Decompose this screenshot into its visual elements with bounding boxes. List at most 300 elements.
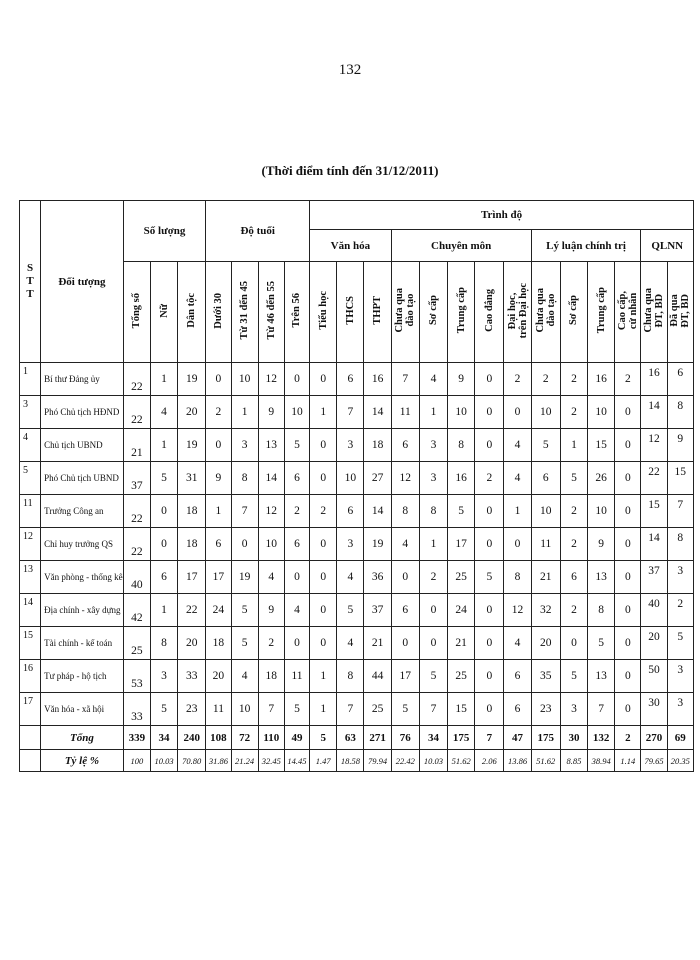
row-value: 10	[337, 462, 364, 495]
col-header: Sơ cấp	[560, 262, 587, 363]
row-value: 13	[588, 660, 615, 693]
row-doi-tuong: Phó Chủ tịch UBND	[41, 462, 124, 495]
row-value: 12	[641, 429, 667, 462]
table-row	[20, 693, 694, 726]
ratio-row-value: 79.94	[364, 750, 391, 772]
row-value: 13	[258, 429, 284, 462]
total-row-value: 5	[310, 726, 337, 750]
row-value: 5	[284, 429, 309, 462]
col-header: Từ 31 đến 45	[231, 262, 258, 363]
row-value: 6	[150, 561, 177, 594]
row-value: 20	[531, 627, 560, 660]
col-header: Trung cấp	[448, 262, 475, 363]
row-value: 10	[531, 396, 560, 429]
table-row	[20, 396, 694, 429]
row-value: 6	[391, 594, 419, 627]
row-value: 0	[615, 660, 641, 693]
col-header: Dân tộc	[178, 262, 206, 363]
row-value: 0	[475, 396, 504, 429]
row-value: 12	[504, 594, 531, 627]
row-value: 4	[504, 429, 531, 462]
row-value: 2	[284, 495, 309, 528]
row-stt: 15	[20, 627, 41, 660]
row-value: 3	[419, 462, 447, 495]
row-value: 15	[667, 462, 693, 495]
header-do-tuoi: Độ tuổi	[206, 201, 310, 262]
col-header: Từ 46 đến 55	[258, 262, 284, 363]
row-value: 10	[258, 528, 284, 561]
row-value: 15	[448, 693, 475, 726]
row-value: 0	[284, 363, 309, 396]
row-value: 2	[560, 594, 587, 627]
ratio-row-value: 70.80	[178, 750, 206, 772]
row-value: 17	[206, 561, 231, 594]
col-header: Đại học, trên Đại học	[504, 262, 531, 363]
row-value: 4	[258, 561, 284, 594]
row-value: 1	[419, 528, 447, 561]
col-header: Đã qua ĐT, BD	[667, 262, 693, 363]
row-value: 1	[231, 396, 258, 429]
ratio-row-value: 13.86	[504, 750, 531, 772]
row-value: 11	[284, 660, 309, 693]
row-value: 25	[123, 627, 150, 660]
row-value: 4	[337, 627, 364, 660]
ratio-row-value: 38.94	[588, 750, 615, 772]
row-value: 11	[391, 396, 419, 429]
row-value: 6	[667, 363, 693, 396]
row-value: 0	[475, 693, 504, 726]
row-value: 3	[337, 528, 364, 561]
row-value: 3	[667, 693, 693, 726]
row-value: 5	[231, 594, 258, 627]
row-value: 25	[448, 660, 475, 693]
row-value: 35	[531, 660, 560, 693]
row-doi-tuong: Địa chính - xây dựng	[41, 594, 124, 627]
row-value: 0	[475, 495, 504, 528]
row-value: 4	[231, 660, 258, 693]
row-value: 6	[391, 429, 419, 462]
total-row	[20, 726, 694, 750]
row-value: 3	[231, 429, 258, 462]
row-stt: 12	[20, 528, 41, 561]
row-value: 10	[531, 495, 560, 528]
row-value: 14	[364, 396, 391, 429]
row-value: 0	[310, 561, 337, 594]
row-value: 8	[504, 561, 531, 594]
total-row-value: 175	[448, 726, 475, 750]
row-value: 0	[475, 429, 504, 462]
row-value: 8	[667, 528, 693, 561]
row-value: 0	[560, 627, 587, 660]
ratio-row	[20, 750, 694, 772]
row-value: 18	[364, 429, 391, 462]
row-value: 6	[531, 462, 560, 495]
row-value: 32	[531, 594, 560, 627]
row-value: 4	[284, 594, 309, 627]
row-value: 10	[588, 495, 615, 528]
row-doi-tuong: Văn phòng - thống kê	[41, 561, 124, 594]
row-value: 3	[419, 429, 447, 462]
col-header: Chưa qua đào tạo	[531, 262, 560, 363]
row-value: 16	[448, 462, 475, 495]
row-value: 0	[284, 627, 309, 660]
total-row-value: 339	[123, 726, 150, 750]
col-header: Tiểu học	[310, 262, 337, 363]
row-value: 12	[391, 462, 419, 495]
total-row-label: Tổng	[41, 726, 124, 750]
row-value: 22	[123, 363, 150, 396]
row-value: 8	[231, 462, 258, 495]
total-row-value: 30	[560, 726, 587, 750]
row-value: 5	[560, 660, 587, 693]
row-value: 4	[504, 627, 531, 660]
ratio-row-value: 10.03	[150, 750, 177, 772]
row-value: 5	[475, 561, 504, 594]
ratio-row-value: 10.03	[419, 750, 447, 772]
row-doi-tuong: Chỉ huy trưởng QS	[41, 528, 124, 561]
col-header: Nữ	[150, 262, 177, 363]
header-trinh-do: Trình độ	[310, 201, 694, 230]
row-value: 14	[258, 462, 284, 495]
col-header: Trung cấp	[588, 262, 615, 363]
row-value: 1	[206, 495, 231, 528]
row-value: 4	[337, 561, 364, 594]
row-value: 8	[448, 429, 475, 462]
row-value: 27	[364, 462, 391, 495]
row-value: 4	[504, 462, 531, 495]
ratio-row-label: Tỷ lệ %	[41, 750, 124, 772]
total-row-value: 2	[615, 726, 641, 750]
row-value: 6	[504, 660, 531, 693]
row-value: 0	[504, 528, 531, 561]
row-value: 5	[231, 627, 258, 660]
row-value: 10	[588, 396, 615, 429]
row-value: 8	[667, 396, 693, 429]
ratio-row-value: 22.42	[391, 750, 419, 772]
row-value: 11	[531, 528, 560, 561]
row-value: 2	[560, 528, 587, 561]
row-doi-tuong: Chủ tịch UBND	[41, 429, 124, 462]
total-row-value: 76	[391, 726, 419, 750]
row-value: 0	[150, 528, 177, 561]
row-value: 5	[419, 660, 447, 693]
row-value: 20	[178, 627, 206, 660]
row-value: 44	[364, 660, 391, 693]
row-value: 33	[123, 693, 150, 726]
table-row	[20, 462, 694, 495]
row-value: 3	[150, 660, 177, 693]
table-row	[20, 495, 694, 528]
row-value: 3	[560, 693, 587, 726]
header-chuyen-mon: Chuyên môn	[391, 230, 531, 262]
row-value: 21	[123, 429, 150, 462]
row-value: 33	[178, 660, 206, 693]
row-value: 16	[641, 363, 667, 396]
row-value: 7	[231, 495, 258, 528]
row-value: 4	[150, 396, 177, 429]
row-value: 6	[504, 693, 531, 726]
row-value: 10	[448, 396, 475, 429]
row-value: 14	[641, 396, 667, 429]
ratio-row-value: 32.45	[258, 750, 284, 772]
row-value: 0	[419, 594, 447, 627]
row-stt	[20, 750, 41, 772]
row-stt: 16	[20, 660, 41, 693]
row-value: 0	[310, 594, 337, 627]
row-value: 8	[419, 495, 447, 528]
row-value: 0	[150, 495, 177, 528]
row-stt: 11	[20, 495, 41, 528]
col-header: THPT	[364, 262, 391, 363]
row-value: 3	[667, 660, 693, 693]
row-value: 0	[391, 627, 419, 660]
row-value: 5	[531, 429, 560, 462]
row-value: 0	[504, 396, 531, 429]
row-value: 7	[667, 495, 693, 528]
page-number: 132	[338, 62, 362, 78]
row-value: 0	[391, 561, 419, 594]
ratio-row-value: 1.14	[615, 750, 641, 772]
row-value: 37	[641, 561, 667, 594]
row-value: 0	[206, 429, 231, 462]
total-row-value: 63	[337, 726, 364, 750]
row-value: 31	[178, 462, 206, 495]
row-value: 0	[475, 594, 504, 627]
row-value: 16	[588, 363, 615, 396]
row-value: 17	[178, 561, 206, 594]
row-value: 2	[560, 396, 587, 429]
row-value: 7	[391, 363, 419, 396]
row-value: 0	[475, 660, 504, 693]
row-value: 6	[337, 495, 364, 528]
row-value: 5	[560, 462, 587, 495]
row-value: 1	[150, 363, 177, 396]
row-value: 14	[364, 495, 391, 528]
row-value: 2	[560, 495, 587, 528]
row-value: 22	[123, 528, 150, 561]
row-value: 37	[364, 594, 391, 627]
row-value: 7	[588, 693, 615, 726]
row-value: 1	[310, 660, 337, 693]
row-value: 2	[419, 561, 447, 594]
table-header	[20, 201, 694, 363]
row-value: 2	[504, 363, 531, 396]
row-value: 9	[588, 528, 615, 561]
row-value: 8	[588, 594, 615, 627]
row-value: 0	[615, 561, 641, 594]
row-value: 0	[615, 429, 641, 462]
row-value: 9	[667, 429, 693, 462]
row-value: 42	[123, 594, 150, 627]
row-value: 13	[588, 561, 615, 594]
row-value: 2	[667, 594, 693, 627]
ratio-row-value: 51.62	[448, 750, 475, 772]
total-row-value: 240	[178, 726, 206, 750]
row-value: 9	[448, 363, 475, 396]
row-doi-tuong: Tư pháp - hộ tịch	[41, 660, 124, 693]
row-value: 21	[531, 561, 560, 594]
row-stt: 4	[20, 429, 41, 462]
row-value: 1	[150, 594, 177, 627]
row-value: 2	[310, 495, 337, 528]
row-value: 20	[206, 660, 231, 693]
row-value: 0	[206, 363, 231, 396]
row-value: 5	[391, 693, 419, 726]
ratio-row-value: 18.58	[337, 750, 364, 772]
row-stt: 5	[20, 462, 41, 495]
row-value: 22	[178, 594, 206, 627]
header-van-hoa: Văn hóa	[310, 230, 392, 262]
total-row-value: 175	[531, 726, 560, 750]
row-value: 8	[391, 495, 419, 528]
row-value: 6	[206, 528, 231, 561]
row-value: 0	[310, 363, 337, 396]
row-stt	[20, 726, 41, 750]
row-value: 0	[615, 462, 641, 495]
total-row-value: 132	[588, 726, 615, 750]
row-value: 8	[150, 627, 177, 660]
row-value: 19	[178, 363, 206, 396]
col-header: Sơ cấp	[419, 262, 447, 363]
table-row	[20, 528, 694, 561]
row-value: 5	[448, 495, 475, 528]
header-so-luong: Số lượng	[123, 201, 206, 262]
row-value: 7	[419, 693, 447, 726]
header-stt: S T T	[20, 201, 41, 363]
row-value: 25	[448, 561, 475, 594]
row-value: 0	[310, 429, 337, 462]
row-value: 0	[615, 594, 641, 627]
row-value: 6	[284, 462, 309, 495]
row-value: 22	[123, 495, 150, 528]
row-value: 2	[531, 363, 560, 396]
total-row-value: 271	[364, 726, 391, 750]
row-value: 9	[258, 594, 284, 627]
table-row	[20, 429, 694, 462]
table-row	[20, 561, 694, 594]
row-value: 0	[615, 495, 641, 528]
row-value: 5	[150, 693, 177, 726]
row-value: 4	[419, 363, 447, 396]
col-header: Trên 56	[284, 262, 309, 363]
row-value: 2	[258, 627, 284, 660]
row-value: 6	[560, 561, 587, 594]
row-value: 22	[123, 396, 150, 429]
row-value: 1	[560, 429, 587, 462]
total-row-value: 108	[206, 726, 231, 750]
row-value: 0	[310, 627, 337, 660]
row-stt: 3	[20, 396, 41, 429]
header-qlnn: QLNN	[641, 230, 694, 262]
row-value: 50	[641, 660, 667, 693]
row-value: 4	[391, 528, 419, 561]
row-value: 2	[206, 396, 231, 429]
row-value: 5	[337, 594, 364, 627]
row-value: 10	[231, 363, 258, 396]
col-header: Chưa qua ĐT, BD	[641, 262, 667, 363]
total-row-value: 49	[284, 726, 309, 750]
row-value: 2	[475, 462, 504, 495]
table-row	[20, 363, 694, 396]
row-value: 3	[667, 561, 693, 594]
row-value: 6	[337, 363, 364, 396]
row-value: 3	[337, 429, 364, 462]
row-value: 23	[531, 693, 560, 726]
row-value: 18	[178, 528, 206, 561]
row-value: 17	[448, 528, 475, 561]
row-value: 0	[475, 528, 504, 561]
row-value: 0	[615, 528, 641, 561]
row-value: 12	[258, 363, 284, 396]
row-value: 22	[641, 462, 667, 495]
col-header: Dưới 30	[206, 262, 231, 363]
row-value: 2	[560, 363, 587, 396]
ratio-row-value: 21.24	[231, 750, 258, 772]
row-doi-tuong: Phó Chủ tịch HĐND	[41, 396, 124, 429]
row-value: 21	[448, 627, 475, 660]
row-value: 0	[475, 627, 504, 660]
ratio-row-value: 51.62	[531, 750, 560, 772]
row-value: 20	[178, 396, 206, 429]
ratio-row-value: 79.65	[641, 750, 667, 772]
ratio-row-value: 100	[123, 750, 150, 772]
row-stt: 13	[20, 561, 41, 594]
row-doi-tuong: Bí thư Đảng ủy	[41, 363, 124, 396]
table-row	[20, 660, 694, 693]
row-value: 2	[615, 363, 641, 396]
row-value: 5	[284, 693, 309, 726]
row-stt: 17	[20, 693, 41, 726]
ratio-row-value: 14.45	[284, 750, 309, 772]
row-value: 9	[206, 462, 231, 495]
row-value: 0	[231, 528, 258, 561]
row-value: 0	[615, 396, 641, 429]
total-row-value: 69	[667, 726, 693, 750]
col-header: Cao cấp, cử nhân	[615, 262, 641, 363]
total-row-value: 110	[258, 726, 284, 750]
row-value: 6	[284, 528, 309, 561]
row-value: 17	[391, 660, 419, 693]
row-value: 40	[123, 561, 150, 594]
row-value: 1	[310, 693, 337, 726]
row-value: 5	[667, 627, 693, 660]
row-value: 19	[364, 528, 391, 561]
total-row-value: 47	[504, 726, 531, 750]
row-value: 26	[588, 462, 615, 495]
row-stt: 1	[20, 363, 41, 396]
row-doi-tuong: Tài chính - kế toán	[41, 627, 124, 660]
row-stt: 14	[20, 594, 41, 627]
row-value: 25	[364, 693, 391, 726]
ratio-row-value: 20.35	[667, 750, 693, 772]
row-value: 10	[231, 693, 258, 726]
row-value: 23	[178, 693, 206, 726]
row-value: 11	[206, 693, 231, 726]
row-value: 15	[588, 429, 615, 462]
row-value: 18	[206, 627, 231, 660]
row-value: 19	[231, 561, 258, 594]
row-value: 12	[258, 495, 284, 528]
total-row-value: 270	[641, 726, 667, 750]
row-value: 37	[123, 462, 150, 495]
ratio-row-value: 1.47	[310, 750, 337, 772]
total-row-value: 34	[419, 726, 447, 750]
statistics-table	[19, 200, 694, 772]
row-value: 24	[206, 594, 231, 627]
row-value: 1	[504, 495, 531, 528]
row-value: 18	[178, 495, 206, 528]
row-value: 7	[258, 693, 284, 726]
